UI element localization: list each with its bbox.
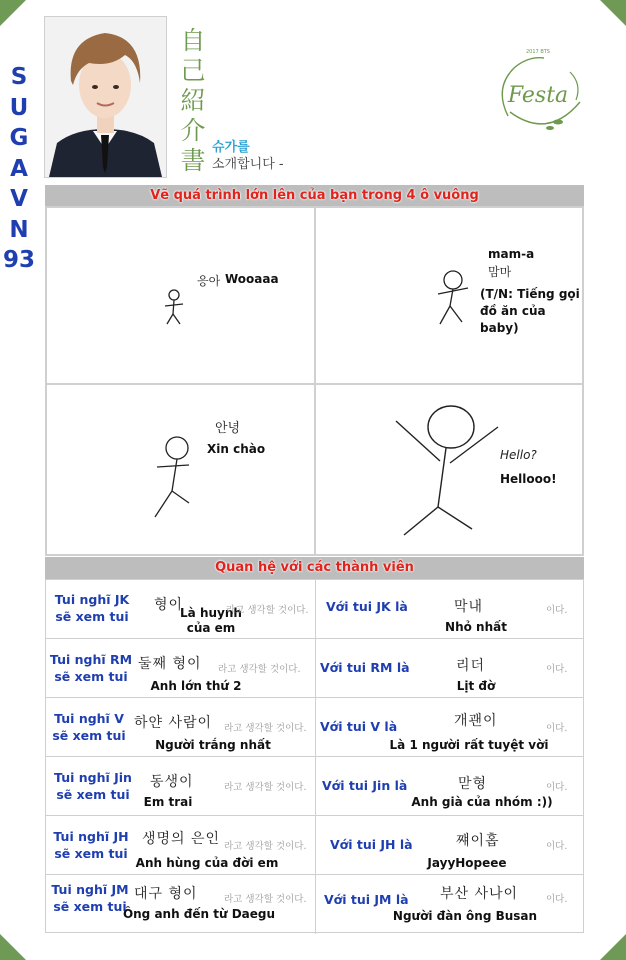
right-suffix: 이다. [546,782,568,793]
table-row [46,639,583,698]
portrait-illustration [45,17,166,177]
left-label: Tui nghĩ RM sẽ xem tui [49,652,133,684]
table-row [46,698,583,757]
kanji-char: 紹 [180,86,206,115]
right-suffix: 이다. [546,723,568,734]
left-translation: Người trắng nhất [155,738,271,752]
table-row [46,757,583,816]
festa-logo [488,44,588,140]
right-label: Với tui JK là [326,599,408,614]
table-row [46,580,583,639]
left-korean: 둘째 형이 [138,656,202,672]
left-translation: Ông anh đến từ Daegu [122,907,276,921]
right-suffix: 이다. [546,605,568,616]
right-suffix: 이다. [546,841,568,852]
right-translation: Nhỏ nhất [445,620,507,634]
left-label: Tui nghĩ V sẽ xem tui [52,711,126,743]
korean-handwriting: 응아 [197,274,221,288]
side-letter: V [10,186,28,212]
right-korean: 리더 [456,658,486,674]
korean-intro-name: 슈가를 [212,140,250,155]
kanji-char: 書 [180,146,206,175]
left-korean: 형이 [154,597,184,613]
right-korean: 쨰이홉 [456,833,500,849]
left-label: Tui nghĩ Jin sẽ xem tui [54,770,132,802]
logo-top-text: 2017 BTS [526,49,550,55]
side-letter: A [10,155,28,182]
right-korean: 부산 사나이 [440,886,519,902]
korean-handwriting: 안녕 [215,421,241,436]
growth-drawing-grid [45,206,584,556]
column-divider [315,816,316,874]
left-translation: Anh lớn thứ 2 [150,679,242,693]
right-label: Với tui V là [320,719,398,734]
stick-figure-adult [316,385,582,554]
section-title: Quan hệ với các thành viên [215,560,414,575]
logo-word: Festa [507,83,569,108]
side-letter: N [9,216,29,243]
right-suffix: 이다. [546,894,568,905]
column-divider [315,757,316,815]
stick-figure-baby [47,208,314,383]
drawing-cell [315,207,583,384]
right-label: Với tui JH là [330,837,413,852]
column-divider [315,639,316,697]
left-label: Tui nghĩ JK sẽ xem tui [54,592,130,624]
section-header-growth [45,185,584,207]
left-label: Tui nghĩ JH sẽ xem tui [53,829,129,861]
korean-handwriting: 맘마 [488,265,512,279]
left-korean: 하얀 사람이 [134,715,213,731]
column-divider [315,580,316,638]
section-header-relations [45,557,584,579]
kanji-title [176,26,210,176]
kanji-char: 介 [180,116,206,145]
drawing-cell [315,384,583,555]
section-title: Vẽ quá trình lớn lên của bạn trong 4 ô vuông [150,188,479,203]
stick-figure-child [47,385,314,554]
left-suffix: 라고 생각할 것이다. [218,664,301,675]
english-handwriting: Hello? [500,448,537,462]
side-letter: 93 [2,247,35,273]
side-letter: S [10,64,28,90]
left-translation: Là huynh của em [180,606,242,635]
column-divider [315,698,316,756]
corner-decoration [600,0,626,26]
table-row [46,816,583,875]
side-letter: G [9,125,29,151]
right-translation: Lịt đờ [456,679,496,693]
caption: Xin chào [207,442,266,456]
drawing-cell [46,207,315,384]
left-suffix: 라고 생각할 것이다. [224,723,307,734]
left-suffix: 라고 생각할 것이다. [226,605,309,616]
korean-intro [212,139,284,173]
column-divider [315,875,316,934]
right-korean: 맏형 [458,776,488,792]
side-letter: U [9,94,29,121]
translator-note: (T/N: Tiếng gọi đồ ăn của baby) [480,287,580,335]
right-translation: Anh già của nhóm :)) [411,795,553,809]
corner-decoration [600,934,626,960]
side-vertical-text [2,62,36,276]
left-suffix: 라고 생각할 것이다. [224,841,307,852]
right-translation: JayyHopeee [427,856,507,870]
left-suffix: 라고 생각할 것이다. [224,782,307,793]
profile-photo [44,16,167,178]
kanji-char: 己 [180,56,206,85]
left-korean: 동생이 [150,774,194,790]
kanji-char: 自 [180,26,206,55]
left-korean: 대구 형이 [134,886,198,902]
left-korean: 생명의 은인 [142,831,221,847]
right-translation: Người đàn ông Busan [392,909,538,923]
right-suffix: 이다. [546,664,568,675]
right-label: Với tui Jin là [322,778,408,793]
left-translation: Em trai [143,795,193,809]
right-korean: 개괜이 [454,713,498,729]
right-korean: 막내 [454,599,484,615]
caption: Hellooo! [500,472,557,486]
caption: Wooaaa [225,272,279,286]
right-label: Với tui JM là [324,892,409,907]
korean-intro-rest: 소개합니다 - [212,157,284,172]
table-row [46,875,583,934]
right-translation: Là 1 người rất tuyệt vời [389,738,549,752]
relations-table [45,579,584,933]
corner-decoration [0,0,26,26]
left-label: Tui nghĩ JM sẽ xem tui [51,882,129,914]
cell-title: mam-a [488,247,535,261]
right-label: Với tui RM là [320,660,410,675]
left-translation: Anh hùng của đời em [135,856,279,870]
drawing-cell [46,384,315,555]
left-suffix: 라고 생각할 것이다. [224,894,307,905]
corner-decoration [0,934,26,960]
